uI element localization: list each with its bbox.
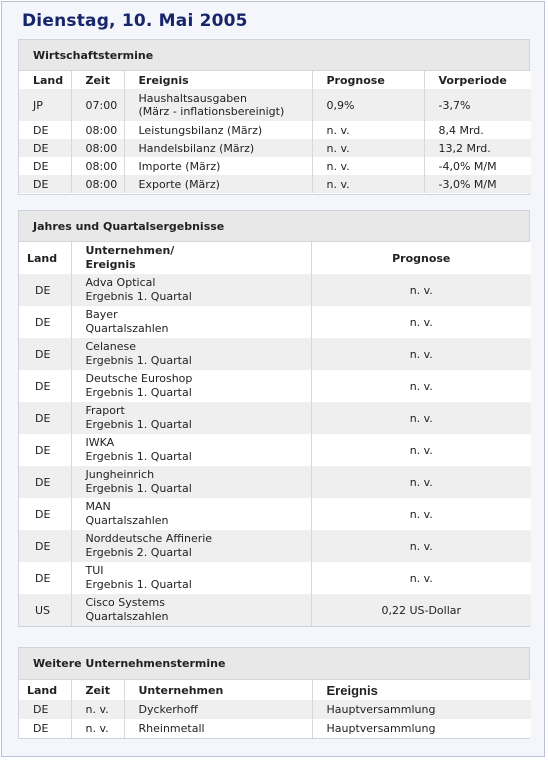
cell-prognose: n. v. bbox=[312, 157, 424, 175]
cell-zeit: n. v. bbox=[71, 719, 124, 738]
column-header-land: Land bbox=[19, 680, 71, 700]
economic-events-table bbox=[19, 71, 531, 193]
cell-ereignis: Leistungsbilanz (März) bbox=[124, 121, 312, 139]
table-header-row bbox=[19, 680, 531, 700]
column-header-land: Land bbox=[19, 71, 71, 89]
company-name: Jungheinrich bbox=[85, 468, 155, 481]
cell-vorperiode: -3,7% bbox=[424, 89, 531, 121]
cell-unternehmen bbox=[71, 594, 311, 626]
column-header-zeit: Zeit bbox=[71, 680, 124, 700]
event-name: Ergebnis 1. Quartal bbox=[85, 578, 192, 591]
event-name: Ergebnis 2. Quartal bbox=[85, 546, 192, 559]
cell-ereignis: Hauptversammlung bbox=[312, 700, 531, 719]
event-line-1: Haushaltsausgaben bbox=[138, 92, 247, 105]
cell-unternehmen bbox=[71, 306, 311, 338]
cell-land: DE bbox=[19, 530, 71, 562]
table-row bbox=[19, 719, 531, 738]
cell-ereignis: Exporte (März) bbox=[124, 175, 312, 193]
event-name: Ergebnis 1. Quartal bbox=[85, 354, 192, 367]
cell-ereignis: Importe (März) bbox=[124, 157, 312, 175]
cell-unternehmen bbox=[71, 402, 311, 434]
column-header-unternehmen bbox=[71, 242, 311, 274]
cell-land: DE bbox=[19, 306, 71, 338]
cell-zeit: n. v. bbox=[71, 700, 124, 719]
cell-land: DE bbox=[19, 434, 71, 466]
company-name: Cisco Systems bbox=[85, 596, 165, 609]
company-name: Bayer bbox=[85, 308, 118, 321]
cell-vorperiode: -3,0% M/M bbox=[424, 175, 531, 193]
cell-land: DE bbox=[19, 157, 71, 175]
cell-zeit: 08:00 bbox=[71, 157, 124, 175]
company-name: Norddeutsche Affinerie bbox=[85, 532, 213, 545]
table-header-row bbox=[19, 242, 531, 274]
table-row bbox=[19, 157, 531, 175]
table-row bbox=[19, 700, 531, 719]
cell-vorperiode: 13,2 Mrd. bbox=[424, 139, 531, 157]
event-name: Ergebnis 1. Quartal bbox=[85, 482, 192, 495]
page-container bbox=[1, 1, 545, 757]
event-name: Ergebnis 1. Quartal bbox=[85, 386, 192, 399]
cell-land: DE bbox=[19, 562, 71, 594]
cell-land: DE bbox=[19, 274, 71, 306]
cell-vorperiode: -4,0% M/M bbox=[424, 157, 531, 175]
company-name: MAN bbox=[85, 500, 111, 513]
company-name: Celanese bbox=[85, 340, 136, 353]
cell-unternehmen bbox=[71, 274, 311, 306]
cell-prognose: n. v. bbox=[311, 434, 531, 466]
cell-land: DE bbox=[19, 466, 71, 498]
company-name: Adva Optical bbox=[85, 276, 156, 289]
table-row bbox=[19, 121, 531, 139]
company-name: Deutsche Euroshop bbox=[85, 372, 193, 385]
cell-prognose: n. v. bbox=[312, 175, 424, 193]
table-row bbox=[19, 274, 531, 306]
cell-land: DE bbox=[19, 175, 71, 193]
cell-unternehmen bbox=[71, 434, 311, 466]
cell-land: DE bbox=[19, 121, 71, 139]
cell-zeit: 08:00 bbox=[71, 139, 124, 157]
section-title: Weitere Unternehmenstermine bbox=[19, 648, 529, 680]
earnings-table-body bbox=[19, 274, 531, 626]
column-header-land: Land bbox=[19, 242, 71, 274]
cell-ereignis bbox=[124, 89, 312, 121]
table-row bbox=[19, 434, 531, 466]
cell-zeit: 08:00 bbox=[71, 175, 124, 193]
cell-prognose: n. v. bbox=[311, 498, 531, 530]
cell-prognose: n. v. bbox=[312, 139, 424, 157]
page-title: Dienstag, 10. Mai 2005 bbox=[22, 11, 248, 31]
table-row bbox=[19, 175, 531, 193]
table-row bbox=[19, 338, 531, 370]
table-row bbox=[19, 306, 531, 338]
event-name: Ergebnis 1. Quartal bbox=[85, 290, 192, 303]
table-row bbox=[19, 562, 531, 594]
column-header-zeit: Zeit bbox=[71, 71, 124, 89]
event-name: Quartalszahlen bbox=[85, 514, 169, 527]
cell-prognose: n. v. bbox=[311, 530, 531, 562]
event-name: Quartalszahlen bbox=[85, 610, 169, 623]
company-name: TUI bbox=[85, 564, 104, 577]
cell-prognose: n. v. bbox=[311, 562, 531, 594]
header-line-2: Ereignis bbox=[85, 258, 136, 271]
cell-land: DE bbox=[19, 719, 71, 738]
cell-land: JP bbox=[19, 89, 71, 121]
cell-prognose: n. v. bbox=[311, 402, 531, 434]
event-line-2: (März - inflationsbereinigt) bbox=[138, 105, 285, 118]
cell-unternehmen bbox=[71, 530, 311, 562]
table-header-row bbox=[19, 71, 531, 89]
cell-prognose: n. v. bbox=[311, 466, 531, 498]
cell-unternehmen bbox=[71, 498, 311, 530]
cell-land: US bbox=[19, 594, 71, 626]
cell-prognose: n. v. bbox=[311, 274, 531, 306]
cell-unternehmen bbox=[71, 562, 311, 594]
economic-events-section bbox=[18, 39, 530, 195]
table-row bbox=[19, 402, 531, 434]
cell-land: DE bbox=[19, 338, 71, 370]
cell-prognose: 0,9% bbox=[312, 89, 424, 121]
table-row bbox=[19, 530, 531, 562]
cell-prognose: n. v. bbox=[311, 370, 531, 402]
column-header-ereignis: Ereignis bbox=[124, 71, 312, 89]
table-row bbox=[19, 498, 531, 530]
cell-unternehmen: Rheinmetall bbox=[124, 719, 312, 738]
cell-ereignis: Handelsbilanz (März) bbox=[124, 139, 312, 157]
other-events-section bbox=[18, 647, 530, 739]
cell-unternehmen bbox=[71, 338, 311, 370]
cell-land: DE bbox=[19, 139, 71, 157]
cell-land: DE bbox=[19, 402, 71, 434]
cell-land: DE bbox=[19, 498, 71, 530]
cell-prognose: 0,22 US-Dollar bbox=[311, 594, 531, 626]
cell-vorperiode: 8,4 Mrd. bbox=[424, 121, 531, 139]
earnings-table bbox=[19, 242, 531, 626]
cell-unternehmen bbox=[71, 466, 311, 498]
company-name: Fraport bbox=[85, 404, 125, 417]
table-row bbox=[19, 370, 531, 402]
header-line-1: Unternehmen/ bbox=[85, 244, 175, 257]
cell-prognose: n. v. bbox=[311, 306, 531, 338]
cell-land: DE bbox=[19, 700, 71, 719]
column-header-vorperiode: Vorperiode bbox=[424, 71, 531, 89]
table-row bbox=[19, 89, 531, 121]
event-name: Ergebnis 1. Quartal bbox=[85, 450, 192, 463]
table-row bbox=[19, 594, 531, 626]
column-header-ereignis: Ereignis bbox=[312, 680, 531, 700]
table-row bbox=[19, 139, 531, 157]
cell-unternehmen bbox=[71, 370, 311, 402]
cell-land: DE bbox=[19, 370, 71, 402]
cell-prognose: n. v. bbox=[312, 121, 424, 139]
event-name: Ergebnis 1. Quartal bbox=[85, 418, 192, 431]
cell-ereignis: Hauptversammlung bbox=[312, 719, 531, 738]
column-header-prognose: Prognose bbox=[312, 71, 424, 89]
cell-prognose: n. v. bbox=[311, 338, 531, 370]
table-row bbox=[19, 466, 531, 498]
event-name: Quartalszahlen bbox=[85, 322, 169, 335]
cell-unternehmen: Dyckerhoff bbox=[124, 700, 312, 719]
cell-zeit: 08:00 bbox=[71, 121, 124, 139]
cell-zeit: 07:00 bbox=[71, 89, 124, 121]
earnings-section bbox=[18, 210, 530, 627]
column-header-unternehmen: Unternehmen bbox=[124, 680, 312, 700]
company-name: IWKA bbox=[85, 436, 115, 449]
section-title: Jahres und Quartalsergebnisse bbox=[19, 211, 529, 242]
other-events-table bbox=[19, 680, 531, 738]
section-title: Wirtschaftstermine bbox=[19, 40, 529, 71]
column-header-prognose: Prognose bbox=[311, 242, 531, 274]
